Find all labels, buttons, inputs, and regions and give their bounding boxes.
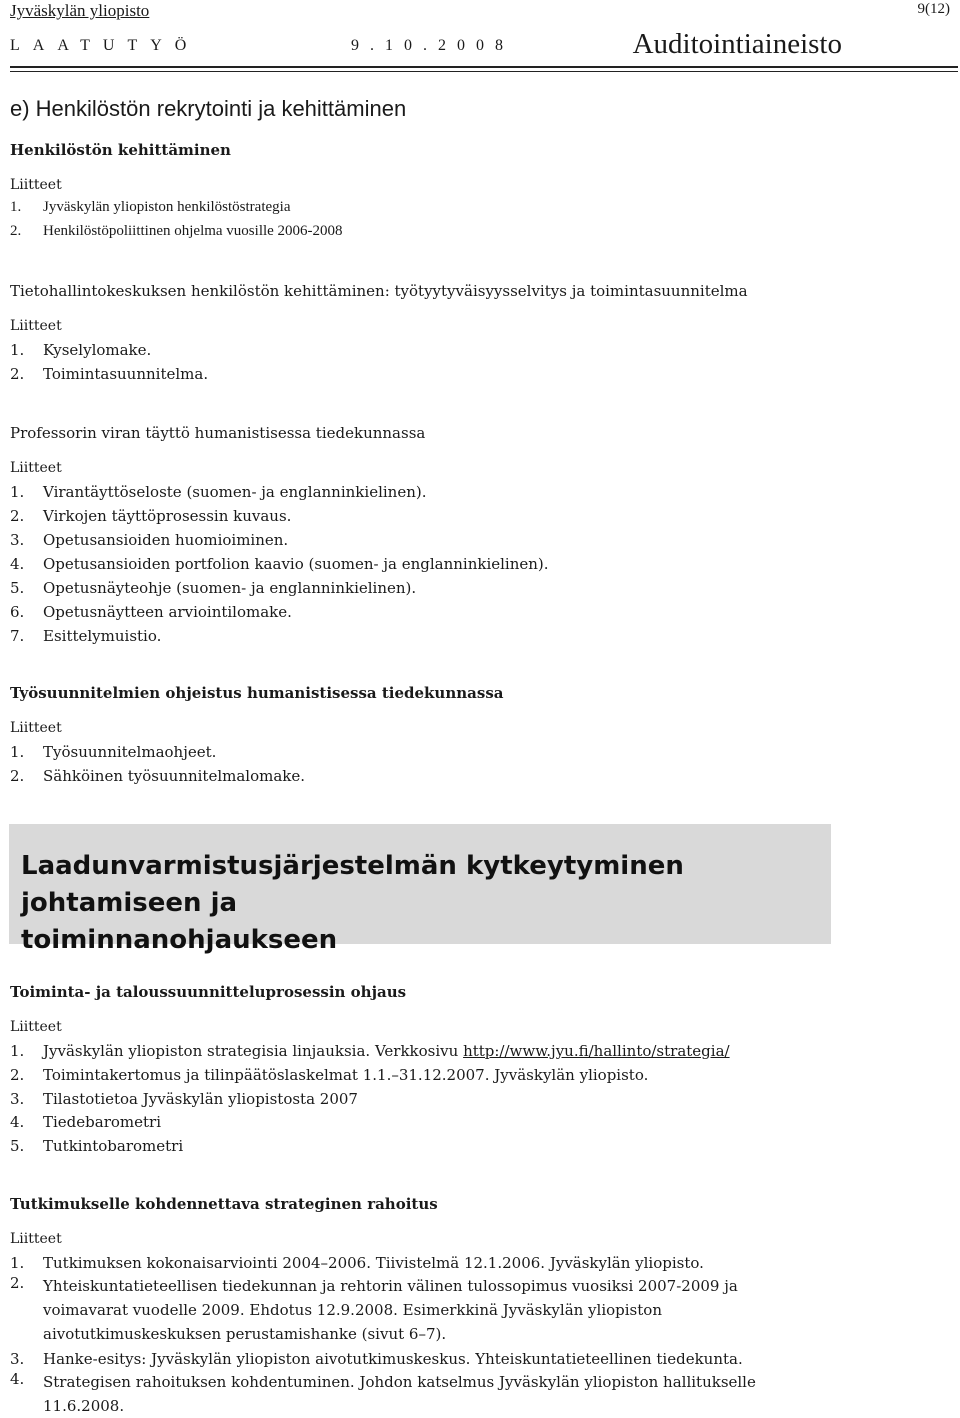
strategy-link[interactable]: http://www.jyu.fi/hallinto/strategia/ bbox=[463, 1042, 730, 1060]
list-number: 2. bbox=[10, 223, 22, 239]
list-text: Opetusnäytteen arviointilomake. bbox=[43, 603, 292, 621]
list-text: Jyväskylän yliopiston henkilöstöstrategia bbox=[43, 199, 291, 215]
list-number: 2. bbox=[10, 767, 25, 785]
list-number: 5. bbox=[10, 579, 25, 597]
list-number: 2. bbox=[10, 507, 25, 525]
list-number: 2. bbox=[10, 1066, 25, 1084]
list-item bbox=[10, 1274, 810, 1346]
list-number: 7. bbox=[10, 627, 25, 645]
liitteet-label: Liitteet bbox=[10, 460, 62, 476]
subheading: Työsuunnitelmien ohjeistus humanistisessa tiedekunnassa bbox=[10, 684, 504, 702]
list-item bbox=[10, 1350, 743, 1368]
list-number: 2. bbox=[10, 365, 25, 383]
list-item bbox=[10, 555, 549, 573]
list-text: Työsuunnitelmaohjeet. bbox=[43, 743, 217, 761]
list-text: Opetusansioiden portfolion kaavio (suomen- ja englanninkielinen). bbox=[43, 555, 549, 573]
list-text: Opetusnäyteohje (suomen- ja englanninkielinen). bbox=[43, 579, 417, 597]
liitteet-label: Liitteet bbox=[10, 1019, 62, 1035]
subheading: Toiminta- ja taloussuunnitteluprosessin ohjaus bbox=[10, 983, 407, 1001]
list-number: 1. bbox=[10, 743, 25, 761]
header-row bbox=[10, 28, 950, 62]
list-number: 1. bbox=[10, 483, 25, 501]
list-number: 1. bbox=[10, 199, 22, 215]
liitteet-label: Liitteet bbox=[10, 720, 62, 736]
page-number: 9(12) bbox=[917, 1, 950, 17]
list-item bbox=[10, 365, 208, 383]
list-text: Jyväskylän yliopiston strategisia linjauksia. Verkkosivu bbox=[43, 1042, 464, 1060]
list-item bbox=[10, 1137, 183, 1155]
list-text: Toimintasuunnitelma. bbox=[43, 365, 209, 383]
list-text: Strategisen rahoituksen kohdentuminen. Johdon katselmus Jyväskylän yliopiston hallitukselle 11.6.2008. bbox=[43, 1373, 756, 1415]
list-item bbox=[10, 507, 291, 525]
liitteet-label: Liitteet bbox=[10, 1231, 62, 1247]
liitteet-label: Liitteet bbox=[10, 318, 62, 334]
list-item bbox=[10, 767, 305, 785]
list-text: Yhteiskuntatieteellisen tiedekunnan ja rehtorin välinen tulossopimus vuosiksi 2007-2009 ja voimavarat vuodelle 2009. Ehdotus 12.9.2008. Esimerkkinä Jyväskylän yliopiston aivotutkimuskeskuksen perustamishanke (sivut 6–7). bbox=[43, 1277, 738, 1343]
header-date: 9.10.2008 bbox=[351, 37, 514, 54]
list-text: Opetusansioiden huomioiminen. bbox=[43, 531, 289, 549]
list-item bbox=[10, 1370, 810, 1418]
list-item bbox=[10, 341, 151, 359]
list-text: Esittelymuistio. bbox=[43, 627, 162, 645]
list-text: Henkilöstöpoliittinen ohjelma vuosille 2006-2008 bbox=[43, 223, 343, 239]
list-number: 3. bbox=[10, 531, 25, 549]
list-text: Tutkimuksen kokonaisarviointi 2004–2006. Tiivistelmä 12.1.2006. Jyväskylän yliopisto. bbox=[43, 1254, 704, 1272]
section-heading-e: e) Henkilöstön rekrytointi ja kehittäminen bbox=[10, 96, 407, 121]
banner-line-1: Laadunvarmistusjärjestelmän kytkeytyminen johtamiseen ja bbox=[21, 851, 684, 918]
list-text: Virantäyttöseloste (suomen- ja englanninkielinen). bbox=[43, 483, 427, 501]
section-banner bbox=[9, 824, 831, 955]
subheading: Tutkimukselle kohdennettava strateginen rahoitus bbox=[10, 1195, 438, 1213]
list-item bbox=[10, 531, 288, 549]
list-number: 1. bbox=[10, 341, 25, 359]
list-number: 4. bbox=[10, 1370, 25, 1388]
list-item bbox=[10, 223, 343, 240]
list-item bbox=[10, 483, 426, 501]
header-university[interactable]: Jyväskylän yliopisto bbox=[10, 1, 150, 20]
list-text: Sähköinen työsuunnitelmalomake. bbox=[43, 767, 306, 785]
list-text: Tutkintobarometri bbox=[43, 1137, 184, 1155]
header-divider bbox=[10, 66, 958, 68]
list-number: 1. bbox=[10, 1042, 25, 1060]
list-item bbox=[10, 1090, 358, 1108]
list-text: Kyselylomake. bbox=[43, 341, 152, 359]
list-text: Toimintakertomus ja tilinpäätöslaskelmat 1.1.–31.12.2007. Jyväskylän yliopisto. bbox=[43, 1066, 649, 1084]
list-item bbox=[10, 603, 292, 621]
banner-line-2: toiminnanohjaukseen bbox=[21, 925, 338, 955]
list-item bbox=[10, 627, 161, 645]
subheading: Tietohallintokeskuksen henkilöstön kehittäminen: työtyytyväisyysselvitys ja toimintasuunnitelma bbox=[10, 282, 748, 300]
list-item bbox=[10, 579, 416, 597]
header-laatutyo: LAATUTYÖ bbox=[10, 37, 200, 54]
list-number: 3. bbox=[10, 1090, 25, 1108]
list-item bbox=[10, 1066, 648, 1084]
list-number: 5. bbox=[10, 1137, 25, 1155]
list-number: 3. bbox=[10, 1350, 25, 1368]
subheading: Professorin viran täyttö humanistisessa tiedekunnassa bbox=[10, 424, 426, 442]
list-number: 4. bbox=[10, 555, 25, 573]
list-number: 6. bbox=[10, 603, 25, 621]
list-item bbox=[10, 199, 290, 216]
list-text: Virkojen täyttöprosessin kuvaus. bbox=[43, 507, 292, 525]
list-text: Tilastotietoa Jyväskylän yliopistosta 2007 bbox=[43, 1090, 358, 1108]
list-item bbox=[10, 1113, 161, 1131]
subheading: Henkilöstön kehittäminen bbox=[10, 141, 231, 159]
list-text: Tiedebarometri bbox=[43, 1113, 162, 1131]
list-item bbox=[10, 1042, 730, 1060]
header-title: Auditointiaineisto bbox=[632, 28, 842, 60]
list-item bbox=[10, 1254, 704, 1272]
list-item bbox=[10, 743, 216, 761]
header-divider-thin bbox=[10, 71, 958, 72]
list-number: 2. bbox=[10, 1274, 25, 1292]
list-text: Hanke-esitys: Jyväskylän yliopiston aivotutkimuskeskus. Yhteiskuntatieteellinen tiedekunta. bbox=[43, 1350, 743, 1368]
banner-heading bbox=[21, 848, 821, 959]
list-number: 4. bbox=[10, 1113, 25, 1131]
list-number: 1. bbox=[10, 1254, 25, 1272]
liitteet-label: Liitteet bbox=[10, 177, 62, 193]
